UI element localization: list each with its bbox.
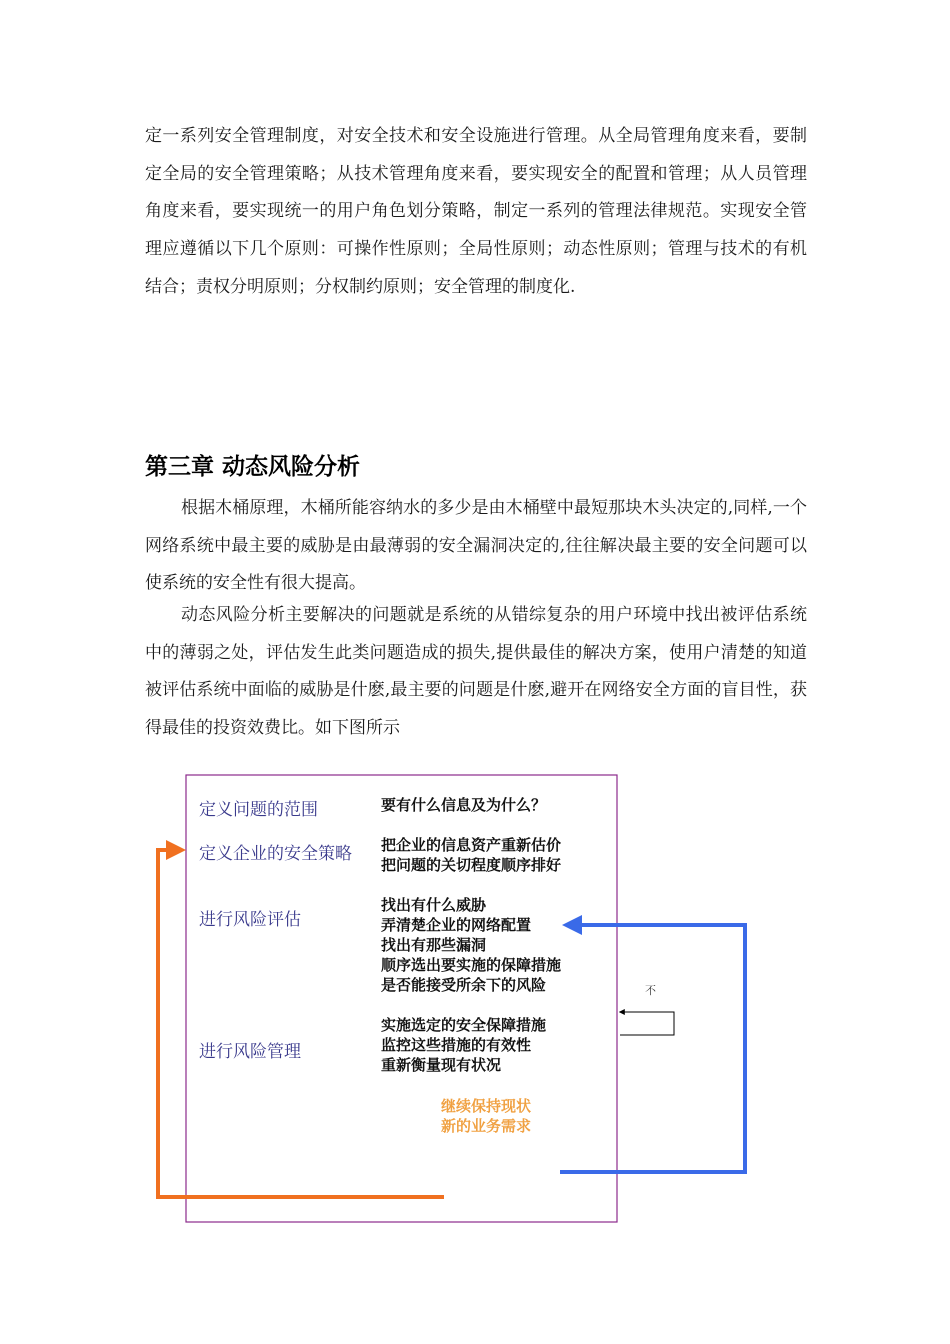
step-text: 顺序选出要实施的保障措施 (381, 956, 562, 974)
paragraph-barrel-principle: 根据木桶原理，木桶所能容纳水的多少是由木桶壁中最短那块木头决定的,同样,一个网络系统中最主要的威胁是由最薄弱的安全漏洞决定的,往往解决最主要的安全问题可以使系统的安全性有很大提高。 (145, 498, 807, 594)
step-label-risk-assessment: 进行风险评估 (199, 910, 301, 930)
paragraph-management-principles: 定一系列安全管理制度，对安全技术和安全设施进行管理。从全局管理角度来看，要制定全局的安全管理策略；从技术管理角度来看，要实现安全的配置和管理；从人员管理角度来看，要实现统一的用户角色划分策略，制定一系列的管理法律规范。实现安全管理应遵循以下几个原则：可操作性原则；全局性原则；动态性原则；管理与技术的有机结合；责权分明原则；分权制约原则；安全管理的制度化. (145, 126, 807, 297)
blue-feedback-arrow (560, 925, 745, 1172)
step-text: 实施选定的安全保障措施 (381, 1016, 547, 1034)
step-text: 重新衡量现有状况 (381, 1056, 502, 1074)
step-text: 弄清楚企业的网络配置 (381, 916, 532, 934)
chapter-heading: 第三章 动态风险分析 (145, 454, 361, 480)
paragraph-dynamic-risk-analysis: 动态风险分析主要解决的问题就是系统的从错综复杂的用户环境中找出被评估系统中的薄弱之处，评估发生此类问题造成的损失,提供最佳的解决方案，使用户清楚的知道被评估系统中面临的威胁是什麽,最主要的问题是什麽,避开在网络安全方面的盲目性，获得最佳的投资效费比。如下图所示 (145, 605, 807, 739)
step-text: 是否能接受所余下的风险 (381, 976, 547, 994)
step-text: 找出有那些漏洞 (381, 936, 487, 954)
no-label: 不 (645, 984, 656, 997)
step-text: 监控这些措施的有效性 (381, 1036, 532, 1054)
no-branch-arrow (620, 1012, 674, 1035)
step-label-risk-management: 进行风险管理 (199, 1042, 301, 1062)
continue-text: 新的业务需求 (441, 1117, 532, 1135)
continue-text: 继续保持现状 (441, 1097, 532, 1115)
step-text: 把问题的关切程度顺序排好 (381, 856, 562, 874)
step-text: 把企业的信息资产重新估价 (381, 836, 562, 854)
step-text: 要有什么信息及为什么？ (381, 796, 547, 814)
step-label-define-scope: 定义问题的范围 (199, 800, 318, 820)
step-text: 找出有什么威胁 (381, 896, 487, 914)
step-label-define-policy: 定义企业的安全策略 (199, 844, 352, 864)
